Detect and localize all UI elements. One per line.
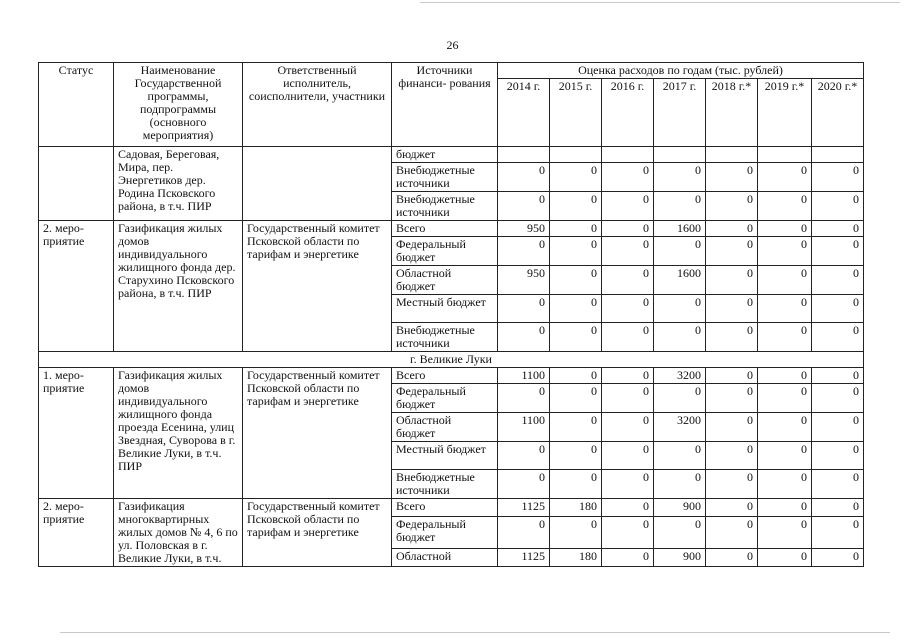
- value-cell: 0: [706, 516, 758, 548]
- value-cell: 0: [706, 266, 758, 295]
- source-label: Внебюджетные источники: [392, 192, 498, 221]
- value-cell: 0: [602, 384, 654, 413]
- value-cell: 0: [550, 368, 602, 384]
- value-cell: 0: [602, 499, 654, 517]
- value-cell: 0: [654, 163, 706, 192]
- value-cell: 0: [812, 163, 864, 192]
- value-cell: 3200: [654, 413, 706, 442]
- value-cell: 0: [550, 323, 602, 352]
- value-cell: 0: [706, 368, 758, 384]
- value-cell: 0: [812, 516, 864, 548]
- value-cell: 0: [602, 549, 654, 567]
- value-cell: 0: [602, 192, 654, 221]
- value-cell: 0: [758, 384, 812, 413]
- value-cell: 0: [498, 384, 550, 413]
- source-label: Внебюджетные источники: [392, 470, 498, 499]
- value-cell: 0: [706, 237, 758, 266]
- value-cell: 0: [812, 266, 864, 295]
- value-cell: 0: [602, 295, 654, 323]
- value-cell: 0: [550, 295, 602, 323]
- value-cell: 0: [498, 323, 550, 352]
- value-cell: 1125: [498, 499, 550, 517]
- value-cell: 0: [812, 499, 864, 517]
- value-cell: 0: [812, 549, 864, 567]
- value-cell: 0: [550, 516, 602, 548]
- value-cell: 0: [498, 470, 550, 499]
- value-cell: 0: [706, 499, 758, 517]
- value-cell: 0: [706, 192, 758, 221]
- value-cell: 0: [758, 470, 812, 499]
- value-cell: 0: [706, 163, 758, 192]
- source-label: Внебюджетные источники: [392, 163, 498, 192]
- value-cell: 0: [602, 470, 654, 499]
- value-cell: 0: [758, 516, 812, 548]
- source-label: Внебюджетные источники: [392, 323, 498, 352]
- measure-status: 2. меро- приятие: [39, 499, 114, 567]
- value-cell: 0: [498, 442, 550, 470]
- value-cell: 0: [812, 413, 864, 442]
- value-cell: 0: [758, 163, 812, 192]
- value-cell: 0: [812, 368, 864, 384]
- value-cell: 0: [550, 163, 602, 192]
- header-status: Статус: [39, 63, 114, 147]
- value-cell: [706, 147, 758, 163]
- value-cell: 0: [602, 323, 654, 352]
- value-cell: 0: [812, 323, 864, 352]
- value-cell: 0: [758, 237, 812, 266]
- value-cell: [498, 147, 550, 163]
- value-cell: 0: [706, 549, 758, 567]
- header-year: 2016 г.: [602, 79, 654, 147]
- scan-artifact-top: [420, 2, 900, 3]
- header-year: 2020 г.*: [812, 79, 864, 147]
- value-cell: 1600: [654, 221, 706, 237]
- value-cell: 0: [602, 413, 654, 442]
- measure-name: Газификация многоквартирных жилых домов № 4, 6 по ул. Половская в г. Великие Луки, в т.ч.: [114, 499, 243, 567]
- header-year: 2015 г.: [550, 79, 602, 147]
- value-cell: 900: [654, 499, 706, 517]
- value-cell: 0: [706, 323, 758, 352]
- value-cell: 0: [550, 266, 602, 295]
- executor-cell-empty: [243, 147, 392, 221]
- value-cell: 0: [758, 221, 812, 237]
- value-cell: 1600: [654, 266, 706, 295]
- measure-name: Садовая, Береговая, Мира, пер. Энергетиков дер. Родина Псковского района, в т.ч. ПИР: [114, 147, 243, 221]
- value-cell: 0: [654, 192, 706, 221]
- value-cell: 0: [654, 442, 706, 470]
- value-cell: 0: [812, 221, 864, 237]
- value-cell: 1100: [498, 368, 550, 384]
- value-cell: 3200: [654, 368, 706, 384]
- section-title: г. Великие Луки: [39, 352, 864, 368]
- value-cell: 0: [550, 221, 602, 237]
- value-cell: 0: [654, 516, 706, 548]
- value-cell: 0: [758, 192, 812, 221]
- scan-artifact-bottom: [60, 632, 890, 633]
- value-cell: 0: [706, 470, 758, 499]
- value-cell: 0: [812, 237, 864, 266]
- measure-status: 2. меро- приятие: [39, 221, 114, 352]
- measure-status: 1. меро- приятие: [39, 368, 114, 499]
- value-cell: 0: [758, 368, 812, 384]
- value-cell: 0: [812, 192, 864, 221]
- header-year: 2018 г.*: [706, 79, 758, 147]
- value-cell: 0: [550, 237, 602, 266]
- source-label: Областной бюджет: [392, 413, 498, 442]
- value-cell: 0: [602, 221, 654, 237]
- value-cell: 0: [602, 516, 654, 548]
- source-label: Областной: [392, 549, 498, 567]
- value-cell: [812, 147, 864, 163]
- value-cell: 0: [498, 237, 550, 266]
- value-cell: 0: [498, 163, 550, 192]
- value-cell: 180: [550, 549, 602, 567]
- header-year: 2014 г.: [498, 79, 550, 147]
- value-cell: 0: [758, 442, 812, 470]
- header-executor: Ответственный исполнитель, соисполнители, участники: [243, 63, 392, 147]
- value-cell: [654, 147, 706, 163]
- value-cell: 0: [812, 384, 864, 413]
- value-cell: 180: [550, 499, 602, 517]
- source-label: Местный бюджет: [392, 295, 498, 323]
- value-cell: 0: [706, 442, 758, 470]
- page-number: 26: [446, 38, 459, 52]
- header-name: Наименование Государственной программы, подпрограммы (основного мероприятия): [114, 63, 243, 147]
- measure-executor: Государственный комитет Псковской области по тарифам и энергетике: [243, 221, 392, 352]
- source-label: Местный бюджет: [392, 442, 498, 470]
- value-cell: 0: [654, 384, 706, 413]
- status-cell-empty: [39, 147, 114, 221]
- measure-name: Газификация жилых домов индивидуального жилищного фонда проезда Есенина, улиц Звездная, Суворова в г. Великие Луки, в т.ч. ПИР: [114, 368, 243, 499]
- source-label: Всего: [392, 368, 498, 384]
- value-cell: 0: [706, 384, 758, 413]
- value-cell: 0: [602, 266, 654, 295]
- value-cell: 0: [758, 266, 812, 295]
- value-cell: 0: [550, 413, 602, 442]
- source-label: Федеральный бюджет: [392, 516, 498, 548]
- value-cell: 0: [550, 384, 602, 413]
- value-cell: 0: [654, 470, 706, 499]
- value-cell: 0: [654, 323, 706, 352]
- value-cell: [602, 147, 654, 163]
- header-sources: Источники финанси- рования: [392, 63, 498, 147]
- value-cell: 0: [602, 368, 654, 384]
- value-cell: 0: [706, 295, 758, 323]
- measure-executor: Государственный комитет Псковской области по тарифам и энергетике: [243, 499, 392, 567]
- value-cell: 0: [550, 470, 602, 499]
- value-cell: 0: [654, 237, 706, 266]
- source-label: бюджет: [392, 147, 498, 163]
- value-cell: 0: [654, 295, 706, 323]
- value-cell: 0: [812, 442, 864, 470]
- value-cell: 0: [706, 221, 758, 237]
- value-cell: 950: [498, 266, 550, 295]
- source-label: Областной бюджет: [392, 266, 498, 295]
- value-cell: 0: [498, 192, 550, 221]
- source-label: Всего: [392, 499, 498, 517]
- value-cell: 1125: [498, 549, 550, 567]
- source-label: Всего: [392, 221, 498, 237]
- value-cell: [550, 147, 602, 163]
- value-cell: 900: [654, 549, 706, 567]
- budget-table: [38, 62, 864, 567]
- value-cell: 0: [758, 499, 812, 517]
- value-cell: 950: [498, 221, 550, 237]
- value-cell: 0: [758, 295, 812, 323]
- value-cell: 0: [758, 549, 812, 567]
- value-cell: 0: [602, 237, 654, 266]
- value-cell: 0: [758, 323, 812, 352]
- value-cell: 0: [550, 442, 602, 470]
- value-cell: 0: [758, 413, 812, 442]
- measure-name: Газификация жилых домов индивидуального жилищного фонда дер. Старухино Псковского района, в т.ч. ПИР: [114, 221, 243, 352]
- value-cell: 0: [498, 516, 550, 548]
- header-expenses: Оценка расходов по годам (тыс. рублей): [498, 63, 864, 79]
- value-cell: 0: [550, 192, 602, 221]
- measure-executor: Государственный комитет Псковской области по тарифам и энергетике: [243, 368, 392, 499]
- header-year: 2017 г.: [654, 79, 706, 147]
- header-year: 2019 г.*: [758, 79, 812, 147]
- value-cell: 0: [602, 163, 654, 192]
- value-cell: 0: [706, 413, 758, 442]
- value-cell: 1100: [498, 413, 550, 442]
- value-cell: 0: [602, 442, 654, 470]
- value-cell: 0: [812, 295, 864, 323]
- value-cell: 0: [812, 470, 864, 499]
- value-cell: [758, 147, 812, 163]
- source-label: Федеральный бюджет: [392, 237, 498, 266]
- source-label: Федеральный бюджет: [392, 384, 498, 413]
- value-cell: 0: [498, 295, 550, 323]
